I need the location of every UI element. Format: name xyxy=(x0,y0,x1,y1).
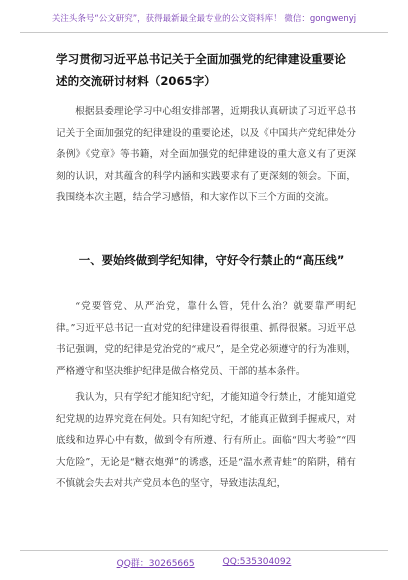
paragraph: 我认为，只有学纪才能知纪守纪，才能知道令行禁止，才能知道党纪党规的边界究竟在何处。只有知纪守纪，才能真正做到手握戒尺，对底线和边界心中有数，做到令有所遵、行有所止。面临“四大考验”“四大危险”，无论是“糖衣炮弹”的诱惑，还是“温水煮青蛙”的陷阱，稍有不慎就会失去对共产党员本色的坚守，导致违法乱纪， xyxy=(56,392,356,489)
qq-link[interactable]: QQ:535304092 xyxy=(222,557,292,567)
intro-section xyxy=(56,101,356,209)
qq-group-link[interactable]: QQ群：30265665 xyxy=(116,558,195,569)
footer-bar xyxy=(20,550,388,573)
section-heading: 一、要始终做到学纪知律，守好令行禁止的“高压线” xyxy=(78,253,345,267)
section-body xyxy=(56,296,356,500)
document-title: 学习贯彻习近平总书记关于全面加强党的纪律建设重要论述的交流研讨材料（2065字） xyxy=(56,52,346,88)
header-banner: 关注头条号“公文研究”，获得最新最全最专业的公文资料库！ 微信：gongwenyj xyxy=(20,6,388,33)
intro-paragraph: 根据县委理论学习中心组安排部署，近期我认真研读了习近平总书记关于全面加强党的纪律建设的重要论述，以及《中国共产党纪律处分条例》《党章》等书籍，对全面加强党的纪律建设的重大意义有了更深刻的认识，对其蕴含的科学内涵和实践要求有了更深刻的领会。下面，我围绕本次主题，结合学习感悟，和大家作以下三个方面的交流。 xyxy=(56,106,356,203)
paragraph: “党要管党、从严治党，靠什么管，凭什么治？就要靠严明纪律。”习近平总书记一直对党的纪律建设看得很重、抓得很紧。习近平总书记强调，党的纪律是党治党的“戒尺”，是全党必须遵守的行为准则，严格遵守和坚决维护纪律是做合格党员、干部的基本条件。 xyxy=(56,301,356,377)
